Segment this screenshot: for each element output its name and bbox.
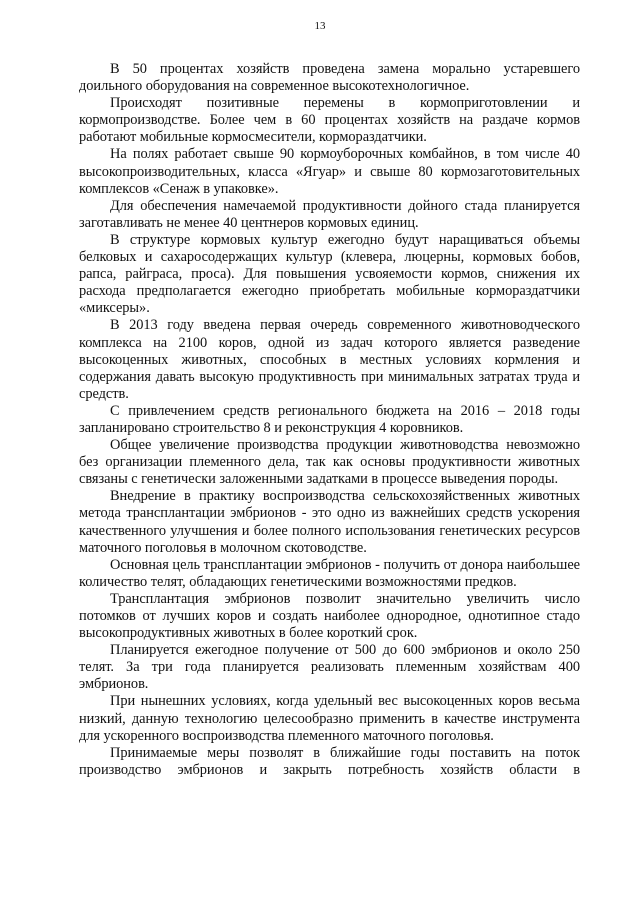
paragraph: Принимаемые меры позволят в ближайшие годы поставить на поток производство эмбрионов и закрыть потребность хозяйств области в [79, 744, 580, 778]
paragraph: Трансплантация эмбрионов позволит значительно увеличить число потомков от лучших коров и создать наиболее однородное, однотипное стадо высокопродуктивных животных в более короткий срок. [79, 590, 580, 642]
paragraph: Общее увеличение производства продукции животноводства невозможно без организации племенного дела, так как основы продуктивности животных связаны с генетически заложенными задатками в процессе выведения породы. [79, 437, 580, 488]
paragraph: Основная цель трансплантации эмбрионов - получить от донора наибольшее количество телят, обладающих генетическими возможностями предков. [79, 556, 580, 590]
paragraph: С привлечением средств регионального бюджета на 2016 – 2018 годы запланировано строительство 8 и реконструкция 4 коровников. [79, 402, 580, 436]
paragraph: При нынешних условиях, когда удельный вес высокоценных коров весьма низкий, данную технологию целесообразно применить в качестве инструмента для ускоренного воспроизводства племенного маточного поголовья. [79, 693, 580, 744]
paragraph: Происходят позитивные перемены в кормоприготовлении и кормопроизводстве. Более чем в 60 процентах хозяйств на раздаче кормов работают мобильные кормосмесители, кормораздатчики. [79, 95, 580, 146]
document-body [79, 61, 580, 779]
paragraph: Для обеспечения намечаемой продуктивности дойного стада планируется заготавливать не менее 40 центнеров кормовых единиц. [79, 197, 580, 231]
paragraph: В 50 процентах хозяйств проведена замена морально устаревшего доильного оборудования на современное высокотехнологичное. [79, 61, 580, 95]
paragraph: В структуре кормовых культур ежегодно будут наращиваться объемы белковых и сахаросодержащих культур (клевера, люцерны, кормовых бобов, рапса, райграса, проса). Для повышения усвояемости кормов, снижения их расхода предполагается ежегодно приобретать мобильные кормораздатчики «миксеры». [79, 231, 580, 317]
paragraph: Планируется ежегодное получение от 500 до 600 эмбрионов и около 250 телят. За три года планируется реализовать племенным хозяйствам 400 эмбрионов. [79, 642, 580, 693]
page-number: 13 [314, 20, 326, 32]
paragraph: Внедрение в практику воспроизводства сельскохозяйственных животных метода трансплантации эмбрионов - это одно из важнейших средств ускорения качественного улучшения и более полного использования генетических ресурсов маточного поголовья в молочном скотоводстве. [79, 488, 580, 556]
paragraph: На полях работает свыше 90 кормоуборочных комбайнов, в том числе 40 высокопроизводительных, класса «Ягуар» и свыше 80 кормозаготовительных комплексов «Сенаж в упаковке». [79, 146, 580, 197]
paragraph: В 2013 году введена первая очередь современного животноводческого комплекса на 2100 коров, одной из задач которого является разведение высокоценных животных, способных в местных условиях кормления и содержания давать высокую продуктивность при минимальных затратах труда и средств. [79, 317, 580, 402]
